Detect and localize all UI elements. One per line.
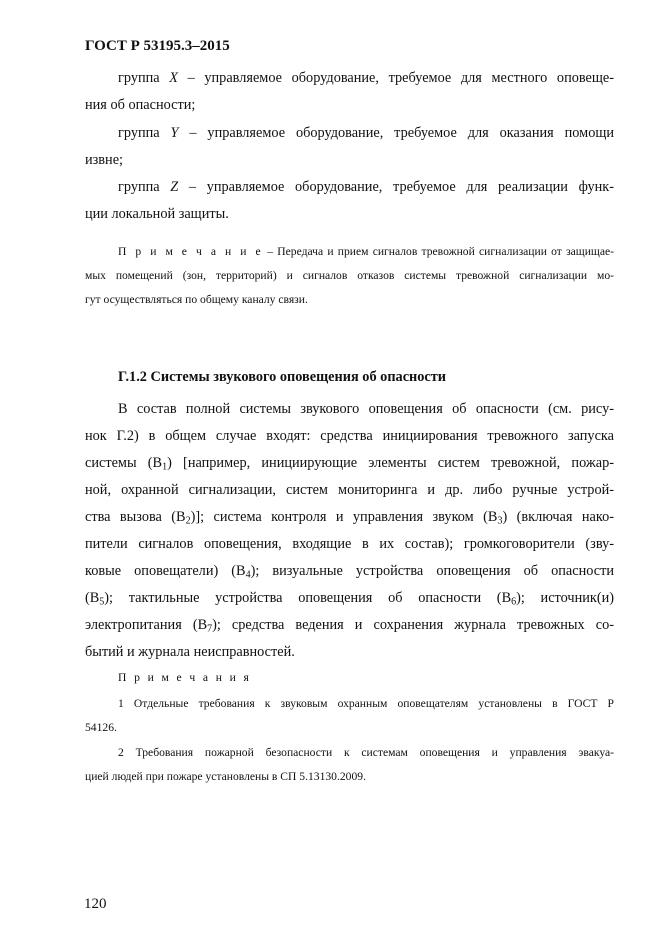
paragraph-line1: В состав полной системы звукового оповещения об опасности (см. рису- bbox=[118, 401, 614, 417]
group-z-text: – управляемое оборудование, требуемое для реализации функ- bbox=[178, 179, 614, 195]
section-heading: Г.1.2 Системы звукового оповещения об опасности bbox=[118, 369, 447, 385]
group-z-prefix: группа bbox=[118, 179, 171, 195]
p5-sub: 2 bbox=[185, 515, 191, 527]
notes2-item1-line1: 1 Отдельные требования к звуковым охранным оповещателям установлены в ГОСТ Р bbox=[118, 697, 614, 710]
p3-b: ) [например, инициирующие элементы систем тревожной, пожар- bbox=[167, 455, 614, 471]
notes2-item1-line2: 54126. bbox=[85, 721, 117, 734]
p7-b: ); визуальные устройства оповещения об опасности bbox=[250, 563, 614, 579]
notes2-label: П р и м е ч а н и я bbox=[118, 671, 252, 684]
paragraph-line3 bbox=[85, 455, 614, 472]
notes2-item2-line1: 2 Требования пожарной безопасности к системам оповещения и управления эвакуа- bbox=[118, 746, 614, 759]
p9-b: ); средства ведения и сохранения журнала тревожных со- bbox=[212, 617, 614, 633]
note1-text: – Передача и прием сигналов тревожной сигнализации от защищае- bbox=[263, 245, 615, 258]
group-y-line1 bbox=[118, 125, 614, 142]
paragraph-line4: ной, охранной сигнализации, систем мониторинга и др. либо ручные устрой- bbox=[85, 482, 614, 498]
group-x-prefix: группа bbox=[118, 70, 170, 86]
group-x-letter: X bbox=[169, 70, 178, 86]
note1-line1 bbox=[118, 245, 614, 258]
note1-label: П р и м е ч а н и е bbox=[118, 245, 264, 258]
p5-b: )]; система контроля и управления звуком (В bbox=[190, 509, 498, 525]
group-y-line2: извне; bbox=[85, 152, 124, 168]
group-y-letter: Y bbox=[170, 125, 179, 141]
p7-sub: 4 bbox=[245, 569, 251, 581]
group-y-prefix: группа bbox=[118, 125, 171, 141]
group-x-line2: ния об опасности; bbox=[85, 97, 196, 113]
group-x-line1 bbox=[118, 70, 614, 87]
paragraph-line5 bbox=[85, 509, 614, 526]
p3-sub: 1 bbox=[162, 461, 168, 473]
group-z-letter: Z bbox=[170, 179, 179, 195]
p3-a: системы (В bbox=[85, 455, 163, 471]
paragraph-line2: нок Г.2) в общем случае входят: средства инициирования тревожного запуска bbox=[85, 428, 614, 444]
document-header: ГОСТ Р 53195.3–2015 bbox=[85, 38, 230, 54]
group-z-line1 bbox=[118, 179, 614, 196]
p8-b: ); тактильные устройства оповещения об опасности (В bbox=[104, 590, 512, 606]
notes2-item2-line2: цией людей при пожаре установлены в СП 5.13130.2009. bbox=[85, 770, 366, 783]
p5-sub2: 3 bbox=[497, 515, 503, 527]
p5-c: ) (включая нако- bbox=[502, 509, 614, 525]
paragraph-line6: пители сигналов оповещения, входящие в их состав); громкоговорители (зву- bbox=[85, 536, 614, 552]
group-z-line2: ции локальной защиты. bbox=[85, 206, 229, 222]
paragraph-line7 bbox=[85, 563, 614, 580]
note1-line3: гут осуществляться по общему каналу связи. bbox=[85, 293, 308, 306]
p9-sub: 7 bbox=[207, 623, 213, 635]
paragraph-line8 bbox=[85, 590, 614, 607]
group-y-text: – управляемое оборудование, требуемое для оказания помощи bbox=[178, 125, 614, 141]
group-x-text: – управляемое оборудование, требуемое для местного оповеще- bbox=[177, 70, 614, 86]
note1-line2: мых помещений (зон, территорий) и сигналов отказов системы тревожной сигнализации мо- bbox=[85, 269, 614, 282]
p9-a: электропитания (В bbox=[85, 617, 208, 633]
p7-a: ковые оповещатели) (В bbox=[85, 563, 246, 579]
p5-a: ства вызова (В bbox=[85, 509, 186, 525]
paragraph-line10: бытий и журнала неисправностей. bbox=[85, 644, 295, 660]
p8-a: (В bbox=[85, 590, 100, 606]
p8-c: ); источник(и) bbox=[516, 590, 614, 606]
page-number: 120 bbox=[84, 896, 107, 912]
p8-sub: 5 bbox=[99, 596, 105, 608]
paragraph-line9 bbox=[85, 617, 614, 634]
p8-sub2: 6 bbox=[511, 596, 517, 608]
